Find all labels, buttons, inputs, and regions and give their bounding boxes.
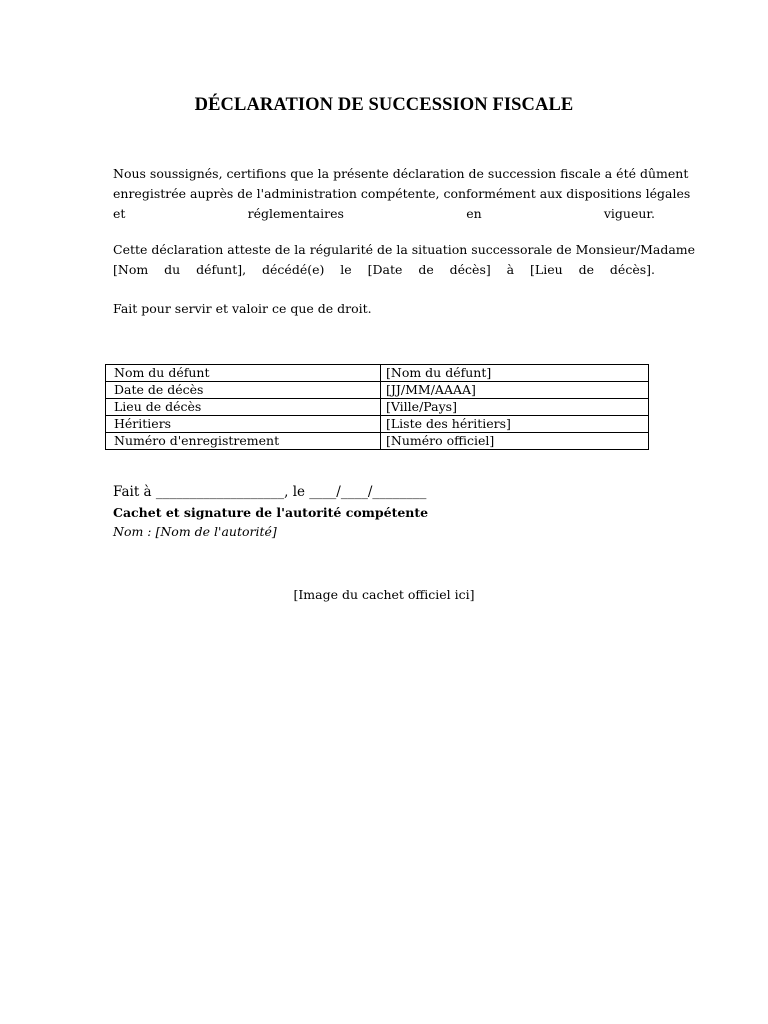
table-cell-value: [Numéro officiel] (381, 433, 649, 450)
table-cell-value: [Ville/Pays] (381, 399, 649, 416)
table-cell-value: [Nom du défunt] (381, 365, 649, 382)
certification-line-1: Nous soussignés, certifions que la présente déclaration de succession fiscale a été dûment (113, 166, 689, 181)
attestation-line-1: Cette déclaration atteste de la régularité de la situation successorale de Monsieur/Madame (113, 242, 696, 257)
table-row (106, 416, 649, 433)
stamp-signature-heading: Cachet et signature de l'autorité compétente (113, 505, 429, 520)
table-cell-value: [Liste des héritiers] (381, 416, 649, 433)
table-cell-label: Héritiers (106, 416, 381, 433)
table-cell-label: Lieu de décès (106, 399, 381, 416)
place-date-line: Fait à ___________________, le ____/____/________ (113, 484, 427, 500)
certification-line-2: enregistrée auprès de l'administration compétente, conformément aux dispositions légales (113, 186, 691, 201)
official-stamp-placeholder: [Image du cachet officiel ici] (293, 587, 475, 602)
closing-paragraph (113, 299, 655, 319)
certification-line-3: et réglementaires en vigueur. (113, 206, 655, 221)
table-cell-label: Nom du défunt (106, 365, 381, 382)
attestation-paragraph (113, 240, 696, 280)
table-row (106, 365, 649, 382)
document-title: DÉCLARATION DE SUCCESSION FISCALE (194, 95, 574, 115)
closing-line: Fait pour servir et valoir ce que de droit. (113, 301, 372, 316)
succession-info-table (105, 364, 649, 450)
table-cell-value: [JJ/MM/AAAA] (381, 382, 649, 399)
certification-paragraph (113, 164, 691, 224)
table-row (106, 433, 649, 450)
table-row (106, 382, 649, 399)
attestation-line-2: [Nom du défunt], décédé(e) le [Date de décès] à [Lieu de décès]. (113, 262, 655, 277)
table-cell-label: Numéro d'enregistrement (106, 433, 381, 450)
authority-name: Nom : [Nom de l'autorité] (113, 524, 277, 539)
table-row (106, 399, 649, 416)
table-cell-label: Date de décès (106, 382, 381, 399)
